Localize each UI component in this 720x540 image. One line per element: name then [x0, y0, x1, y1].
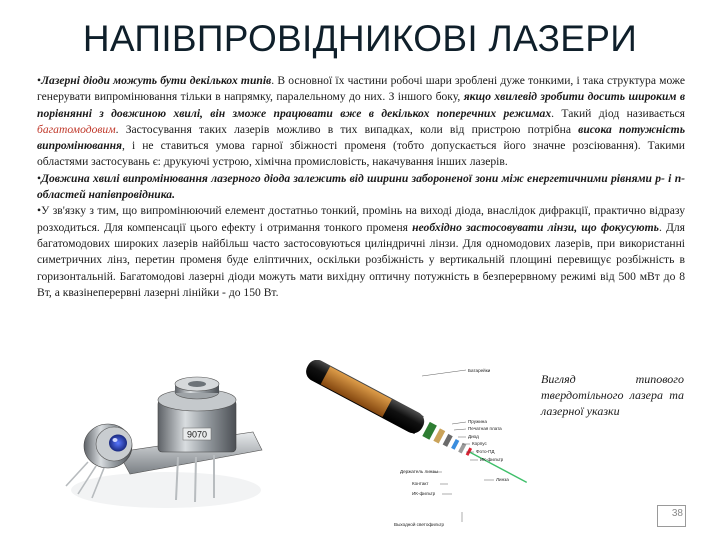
lead-text: Лазерні діоди можуть бути декількох типів	[41, 74, 272, 87]
emphasis-text: висока потужність випромінювання	[37, 122, 685, 153]
diagram-label: Печатная плата	[468, 426, 502, 431]
diagram-label: Батарейки	[468, 368, 491, 373]
bullet: •	[37, 171, 42, 185]
text-run: . Для багатомодових широких лазерів найбільш часто застосовуються циліндричні лінзи. Для одномодових лазерів, при використанні симетричних лінз, перетин променя буде еліптичних, оскільки розбіжність у вертикальній площині перевищує розбіжність в горизонтальній. Багатомодові лазерні діоди можуть мати вихідну оптичну потужність в безперервному режимі від 500 мВт до 8 Вт, а квазінеперервні лазерні лінійки - до 150 Вт.	[37, 220, 685, 299]
laser-pointer-diagram	[302, 360, 540, 532]
bullet: •	[37, 74, 42, 87]
page-number-box	[657, 505, 686, 527]
emphasis-text: Довжина хвилі випромінювання лазерного діода залежить від ширини забороненої зони між енергетичними рівнями p- і n-областей напівпровідника.	[37, 171, 685, 202]
diagram-label: Выходной светофильтр	[394, 522, 445, 527]
diagram-label: Корпус	[472, 441, 487, 446]
diagram-label: ИК-фильтр	[412, 491, 436, 496]
emphasis-text: необхідно застосовувати лінзи, що фокусують	[412, 220, 659, 234]
laser-diode-photo	[48, 362, 270, 520]
term-highlight: багатомодовим	[37, 122, 116, 136]
diagram-label: Пружина	[468, 419, 487, 424]
text-run: . Такий діод називається	[551, 106, 685, 120]
bullet: •	[37, 204, 42, 218]
diagram-label: Контакт	[412, 481, 429, 486]
paragraph-multimode	[37, 73, 685, 171]
text-run: . В основної їх частини робочі шари зроблені дуже тонкими, і така структура може генерувати випромінювання тільки в напрямку, паралельному до них. З іншого боку,	[37, 74, 686, 104]
text-run: , і не ставиться умова гарної збіжності променя (тобто допускається його значне розсіювання). Такими областями застосувань є: друкуючі устрою, хімічна промисловість, накачування інших лазерів.	[37, 139, 685, 169]
diagram-label: ИК-фильтр	[480, 457, 504, 462]
diagram-label: Держатель линзы	[400, 469, 438, 474]
body-text	[37, 73, 685, 301]
text-run: . Застосування таких лазерів можливо в тих випадках, коли від пристрою потрібна	[115, 122, 579, 136]
emphasis-text: якщо хвилевід зробити досить широким в порівнянні з довжиною хвилі, він зможе працювати вже в декількох поперечних режимах	[37, 90, 686, 120]
text-run: У зв'язку з тим, що випромінюючий елемент достатньо тонкий, промінь на виході діода, внаслідок дифракції, практично відразу розходиться. Для компенсації цього ефекту і отримання тонкого променя	[37, 204, 685, 234]
can-marking: 9070	[186, 429, 208, 440]
page-number: 38	[671, 508, 683, 519]
diagram-label: Фото-ПД	[476, 449, 495, 454]
diagram-label: Линза	[496, 477, 509, 482]
page-title: НАПІВПРОВІДНИКОВІ ЛАЗЕРИ	[82, 18, 638, 59]
figure-caption: Вигляд типового твердотільного лазера та лазерної указки	[541, 372, 684, 418]
paragraph-lenses	[37, 203, 685, 301]
diagram-label: Диод	[468, 434, 479, 439]
paragraph-wavelength	[37, 171, 685, 204]
